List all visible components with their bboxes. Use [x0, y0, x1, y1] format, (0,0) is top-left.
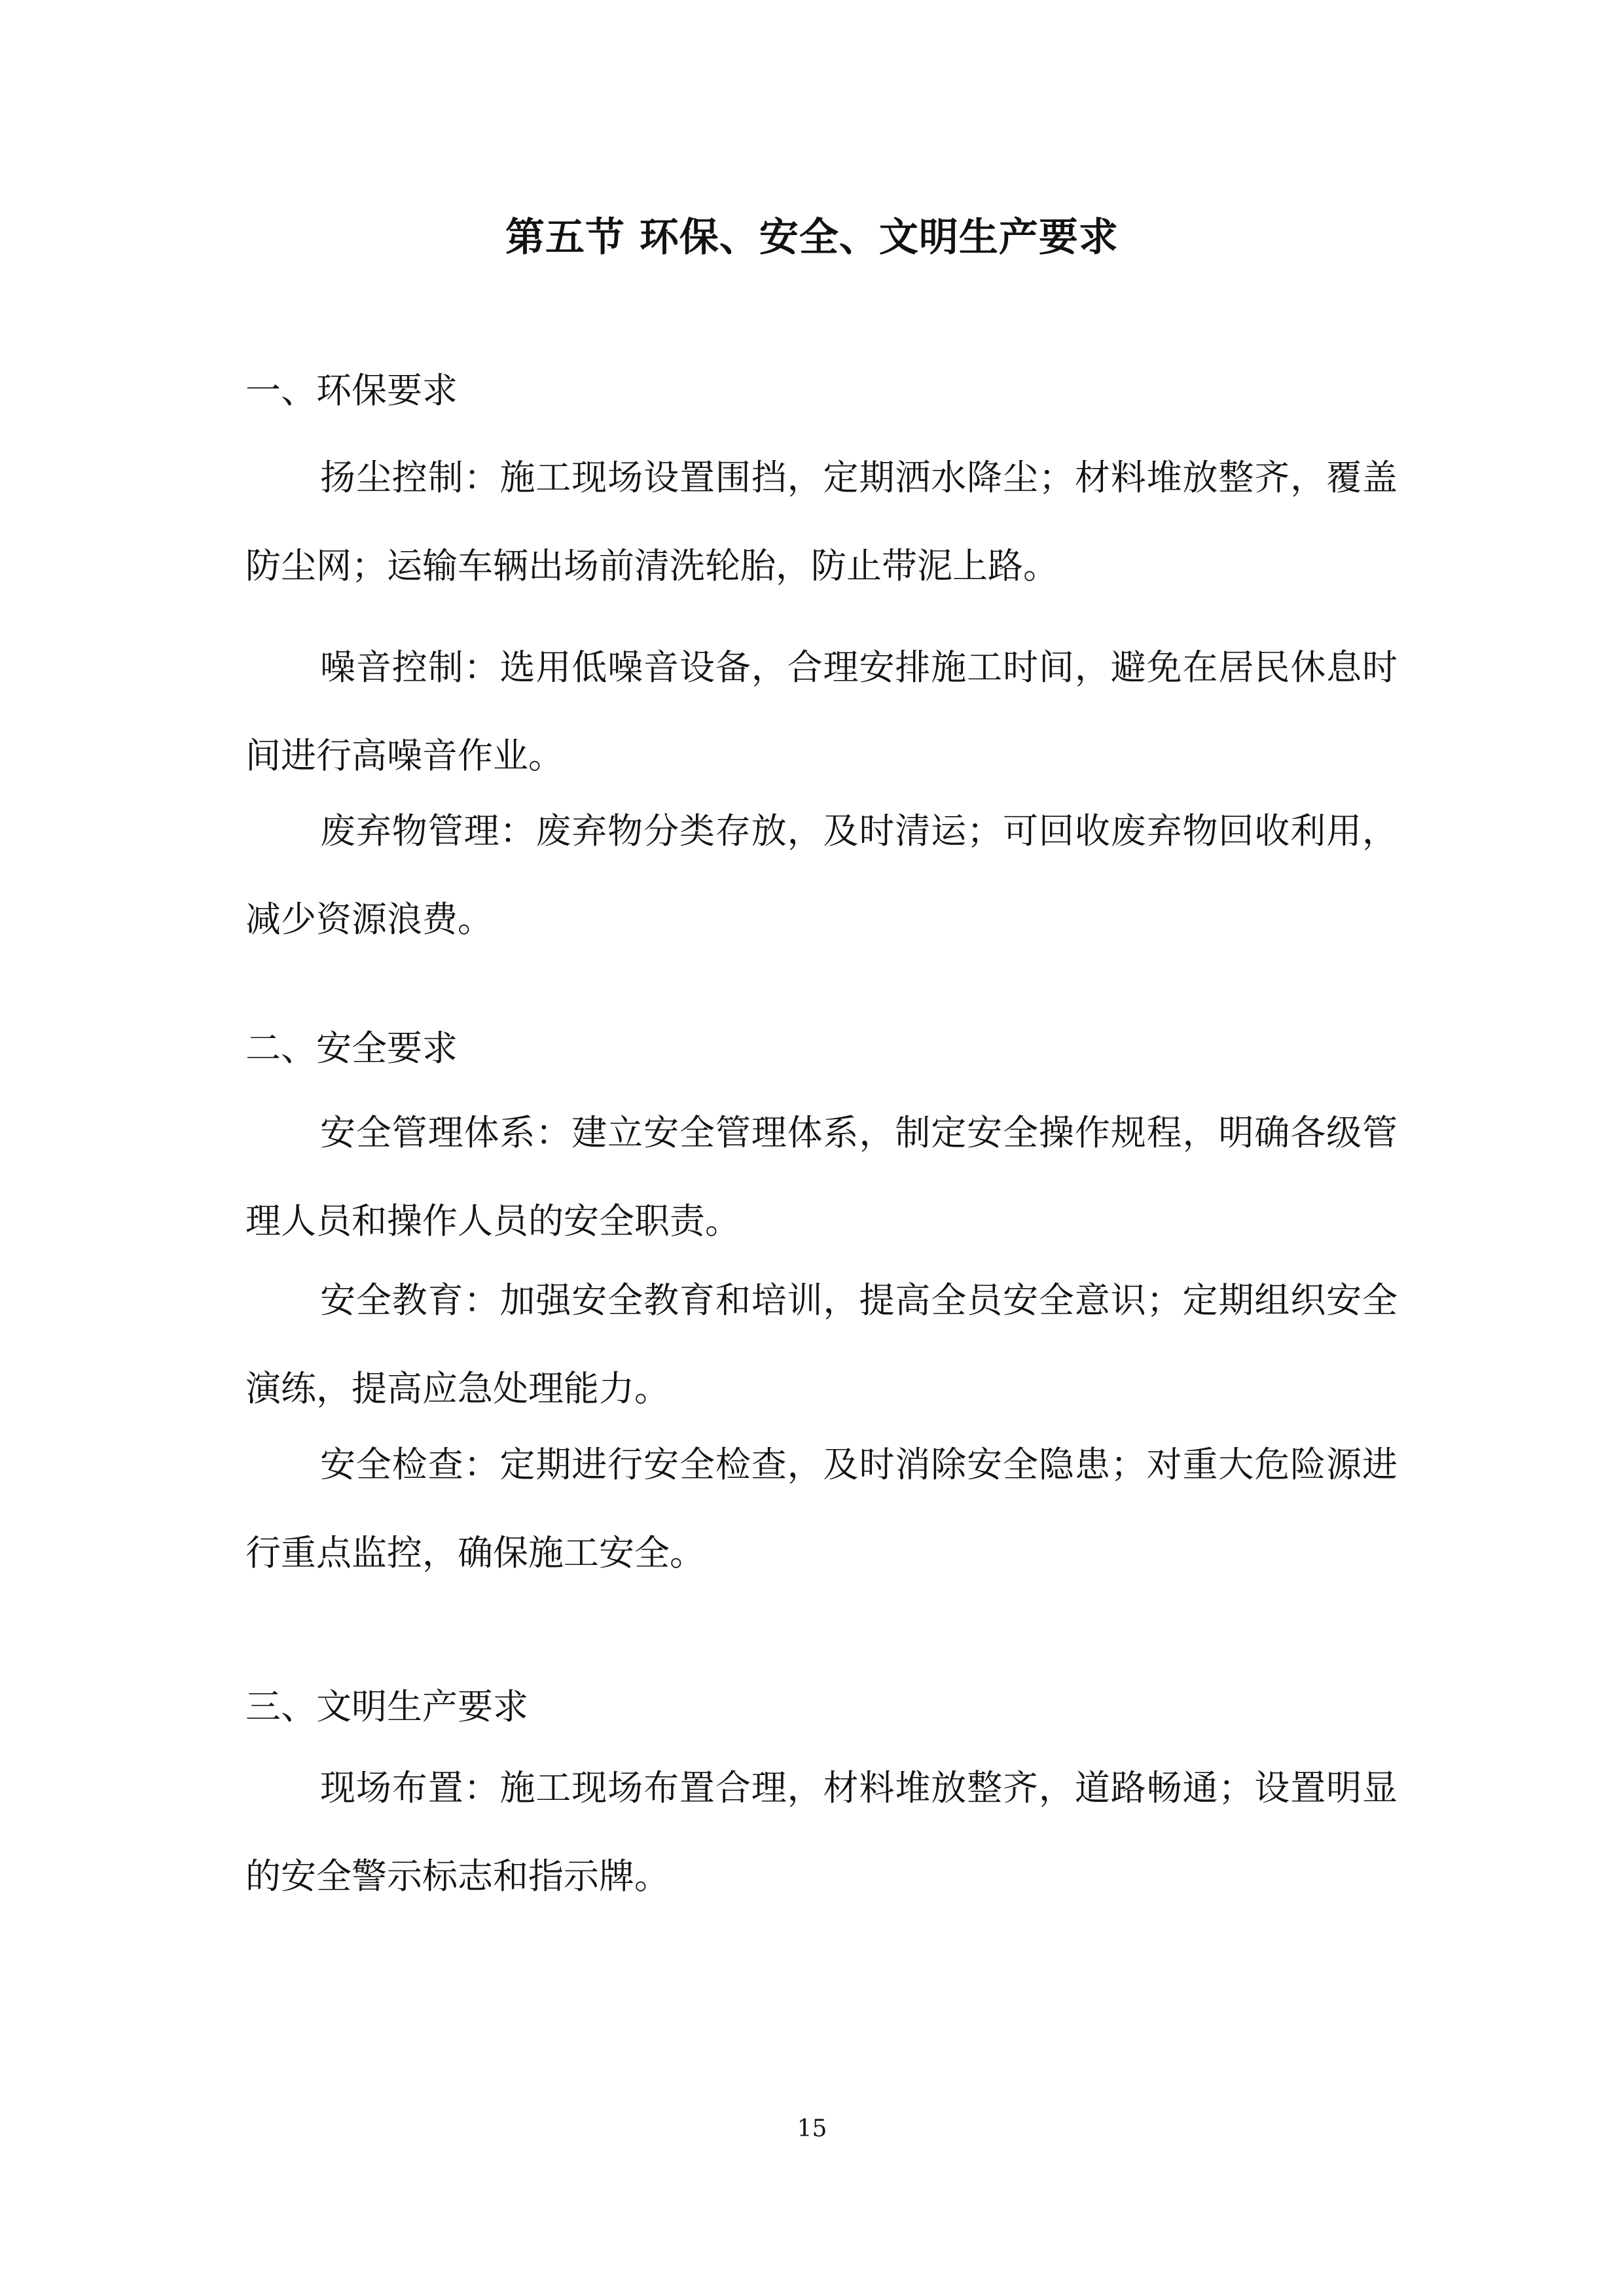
- paragraph-noise-control: 噪音控制：选用低噪音设备，合理安排施工时间，避免在居民休息时间进行高噪音作业。: [245, 647, 1398, 776]
- section-heading-safety: 二、安全要求: [245, 1028, 458, 1069]
- paragraph-site-layout: 现场布置：施工现场布置合理，材料堆放整齐，道路畅通；设置明显的安全警示标志和指示牌。: [245, 1767, 1398, 1897]
- paragraph-safety-education: 安全教育：加强安全教育和培训，提高全员安全意识；定期组织安全演练，提高应急处理能力。: [245, 1280, 1398, 1409]
- paragraph-waste-management: 废弃物管理：废弃物分类存放，及时清运；可回收废弃物回收利用，减少资源浪费。: [245, 810, 1398, 940]
- page-title: 第五节 环保、安全、文明生产要求: [505, 215, 1119, 260]
- page-number: 15: [797, 2115, 827, 2142]
- paragraph-safety-inspection: 安全检查：定期进行安全检查，及时消除安全隐患；对重大危险源进行重点监控，确保施工安全。: [245, 1444, 1398, 1573]
- section-heading-civilized-production: 三、文明生产要求: [245, 1686, 528, 1727]
- paragraph-dust-control: 扬尘控制：施工现场设置围挡，定期洒水降尘；材料堆放整齐，覆盖防尘网；运输车辆出场前清洗轮胎，防止带泥上路。: [245, 457, 1398, 586]
- section-heading-environmental: 一、环保要求: [245, 370, 458, 411]
- paragraph-safety-system: 安全管理体系：建立安全管理体系，制定安全操作规程，明确各级管理人员和操作人员的安全职责。: [245, 1112, 1398, 1242]
